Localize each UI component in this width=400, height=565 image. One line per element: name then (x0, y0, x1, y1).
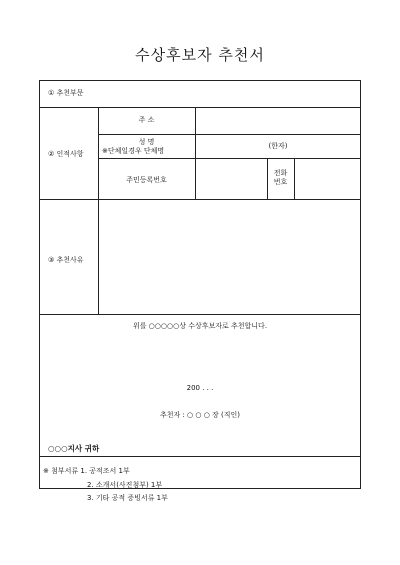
document-title: 수상후보자 추천서 (135, 46, 265, 64)
addressee: ○○○지사 귀하 (48, 444, 100, 453)
recommendation-reason-value[interactable] (100, 201, 360, 313)
row-divider (40, 314, 360, 315)
column-divider (195, 107, 196, 199)
recommendation-form (39, 80, 361, 489)
recommendation-category-label: ① 추천부문 (48, 89, 84, 97)
row-divider (98, 158, 360, 159)
row-divider (40, 456, 360, 457)
recommender-signature-line: 추천자 : ○ ○ ○ 장 (직인) (159, 411, 241, 419)
name-label: 성 명 (138, 138, 155, 146)
recommendation-reason-label: ③ 추천사유 (48, 256, 84, 264)
attachment-item-3: 3. 기타 공적 증빙서류 1부 (87, 494, 168, 502)
column-divider (294, 158, 295, 199)
organization-name-label: ※단체일경우 단체명 (102, 147, 165, 155)
phone-label-line2: 번호 (273, 178, 288, 186)
personal-info-label: ② 인적사항 (48, 150, 84, 158)
phone-label-line1: 전화 (273, 169, 288, 177)
address-label: 주 소 (138, 116, 155, 124)
row-divider (98, 134, 360, 135)
row-divider (40, 199, 360, 200)
resident-number-label: 주민등록번호 (126, 176, 167, 184)
attachment-item-2: 2. 소개서(사진첨부) 1부 (87, 481, 163, 489)
date-line: 200 . . . (186, 384, 214, 392)
row-divider (40, 107, 360, 108)
recommendation-category-value[interactable] (100, 82, 362, 106)
hanja-label: (한자) (268, 142, 288, 150)
recommendation-sentence: 위를 ○○○○○상 수상후보자로 추천합니다. (132, 322, 268, 330)
attachments-title: ※ 첨부서류 1. 공적조서 1부 (43, 467, 130, 475)
